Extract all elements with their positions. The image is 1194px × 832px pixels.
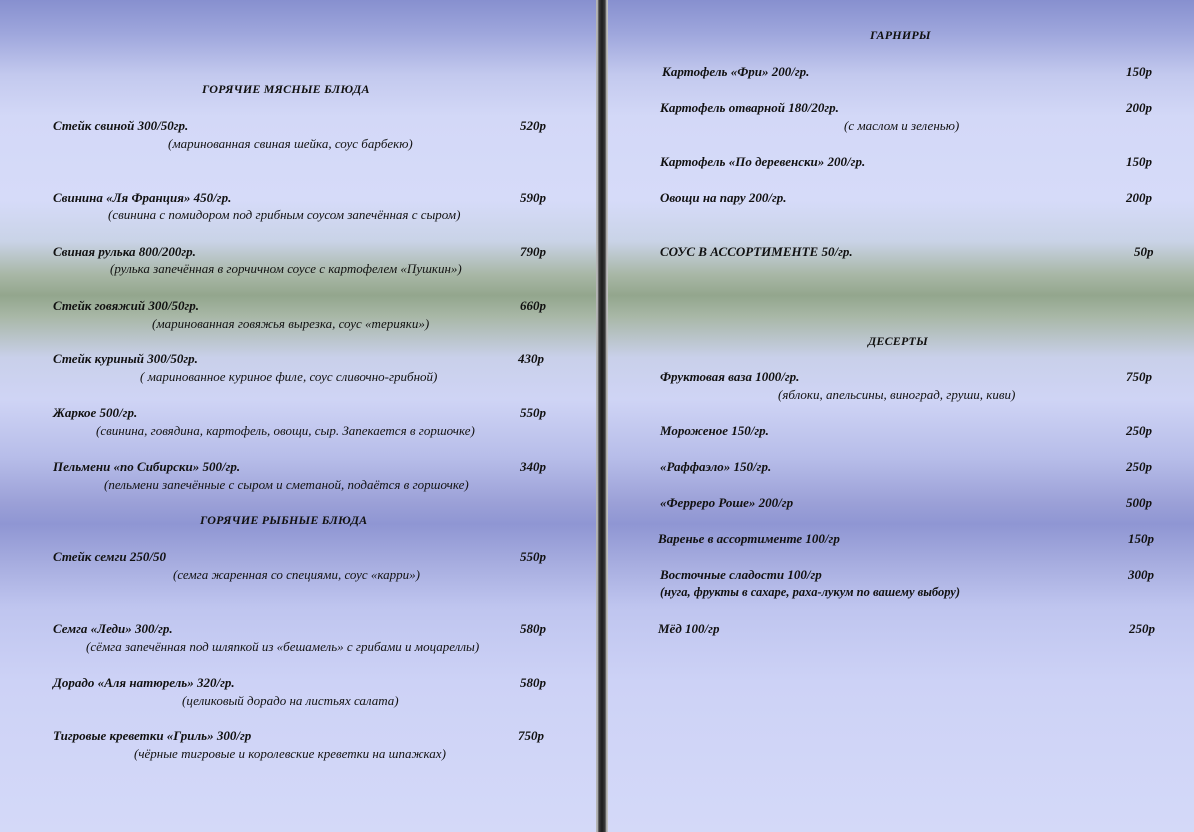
menu-item-description: (пельмени запечённые с сыром и сметаной, подаётся в горшочке) [104, 477, 469, 492]
menu-item-description: (сёмга запечённая под шляпкой из «бешамель» с грибами и моцареллы) [86, 639, 480, 654]
menu-item-name: Картофель «По деревенски» 200/гр. [660, 154, 866, 169]
menu-item-price: 300р [1128, 567, 1154, 582]
menu-item-price: 200р [1126, 100, 1152, 115]
menu-item-name: Мороженое 150/гр. [660, 423, 769, 438]
book-spine-divider [596, 0, 608, 832]
menu-item-name: Стейк говяжий 300/50гр. [53, 298, 200, 313]
menu-item-price: 580р [520, 675, 546, 690]
menu-item-price: 430р [518, 351, 544, 366]
section-title-desserts: ДЕСЕРТЫ [868, 334, 928, 348]
menu-item-name: Семга «Леди» 300/гр. [53, 621, 173, 636]
menu-item-name: Свиная рулька 800/200гр. [53, 244, 196, 259]
menu-item-name: Овощи на пару 200/гр. [660, 190, 787, 205]
menu-item-description: (нуга, фрукты в сахаре, раха-лукум по вашему выбору) [660, 585, 960, 599]
menu-item-price: 250р [1126, 459, 1152, 474]
menu-item-description: (рулька запечённая в горчичном соусе с картофелем «Пушкин») [110, 261, 462, 276]
menu-item-price: 500р [1126, 495, 1152, 510]
menu-item-name: Стейк свиной 300/50гр. [53, 118, 189, 133]
menu-item-price: 660р [520, 298, 546, 313]
menu-item-description: ( маринованное куриное филе, соус сливочно-грибной) [140, 369, 438, 384]
menu-item-price: 550р [520, 405, 546, 420]
menu-page-left [0, 0, 596, 832]
menu-item-price: 150р [1126, 154, 1152, 169]
menu-item-price: 590р [520, 190, 546, 205]
menu-item-name: Восточные сладости 100/гр [660, 567, 822, 582]
sauce-item-price: 50р [1134, 244, 1154, 259]
menu-item-description: (свинина, говядина, картофель, овощи, сыр. Запекается в горшочке) [96, 423, 475, 438]
menu-item-price: 790р [520, 244, 546, 259]
menu-item-name: Жаркое 500/гр. [53, 405, 138, 420]
menu-item-description: (целиковый дорадо на листьях салата) [182, 693, 399, 708]
menu-item-name: Варенье в ассортименте 100/гр [658, 531, 840, 546]
menu-item-name: Мёд 100/гр [658, 621, 720, 636]
menu-item-description: (с маслом и зеленью) [844, 118, 960, 133]
menu-item-price: 250р [1126, 423, 1152, 438]
menu-item-price: 340р [520, 459, 546, 474]
menu-item-name: Дорадо «Аля натюрель» 320/гр. [53, 675, 235, 690]
menu-item-description: (свинина с помидором под грибным соусом запечённая с сыром) [108, 207, 461, 222]
menu-item-name: Тигровые креветки «Гриль» 300/гр [53, 728, 252, 743]
menu-item-name: «Ферреро Роше» 200/гр [660, 495, 794, 510]
menu-item-name: «Раффаэло» 150/гр. [660, 459, 772, 474]
menu-item-price: 750р [1126, 369, 1152, 384]
menu-item-name: Пельмени «по Сибирски» 500/гр. [53, 459, 241, 474]
menu-item-description: (яблоки, апельсины, виноград, груши, киви) [778, 387, 1016, 402]
menu-item-name: Картофель отварной 180/20гр. [660, 100, 839, 115]
menu-item-price: 200р [1126, 190, 1152, 205]
menu-item-price: 150р [1128, 531, 1154, 546]
menu-item-price: 250р [1129, 621, 1155, 636]
sauce-item-name: СОУС В АССОРТИМЕНТЕ 50/гр. [660, 244, 853, 259]
menu-item-name: Фруктовая ваза 1000/гр. [660, 369, 800, 384]
menu-item-price: 520р [520, 118, 546, 133]
menu-item-price: 150р [1126, 64, 1152, 79]
menu-item-name: Картофель «Фри» 200/гр. [662, 64, 810, 79]
menu-item-description: (семга жаренная со специями, соус «карри») [173, 567, 421, 582]
menu-item-price: 580р [520, 621, 546, 636]
section-title-garnish: ГАРНИРЫ [870, 28, 931, 42]
section-title-hot-meat: ГОРЯЧИЕ МЯСНЫЕ БЛЮДА [202, 82, 370, 96]
menu-item-name: Стейк семги 250/50 [53, 549, 166, 564]
menu-item-description: (маринованная свиная шейка, соус барбекю) [168, 136, 413, 151]
menu-item-description: (маринованная говяжья вырезка, соус «терияки») [152, 316, 430, 331]
menu-item-name: Стейк куриный 300/50гр. [53, 351, 198, 366]
menu-item-name: Свинина «Ля Франция» 450/гр. [53, 190, 232, 205]
menu-item-price: 750р [518, 728, 544, 743]
section-title-hot-fish: ГОРЯЧИЕ РЫБНЫЕ БЛЮДА [200, 513, 368, 527]
menu-item-description: (чёрные тигровые и королевские креветки на шпажках) [134, 746, 446, 761]
menu-page-right [608, 0, 1194, 832]
menu-item-price: 550р [520, 549, 546, 564]
